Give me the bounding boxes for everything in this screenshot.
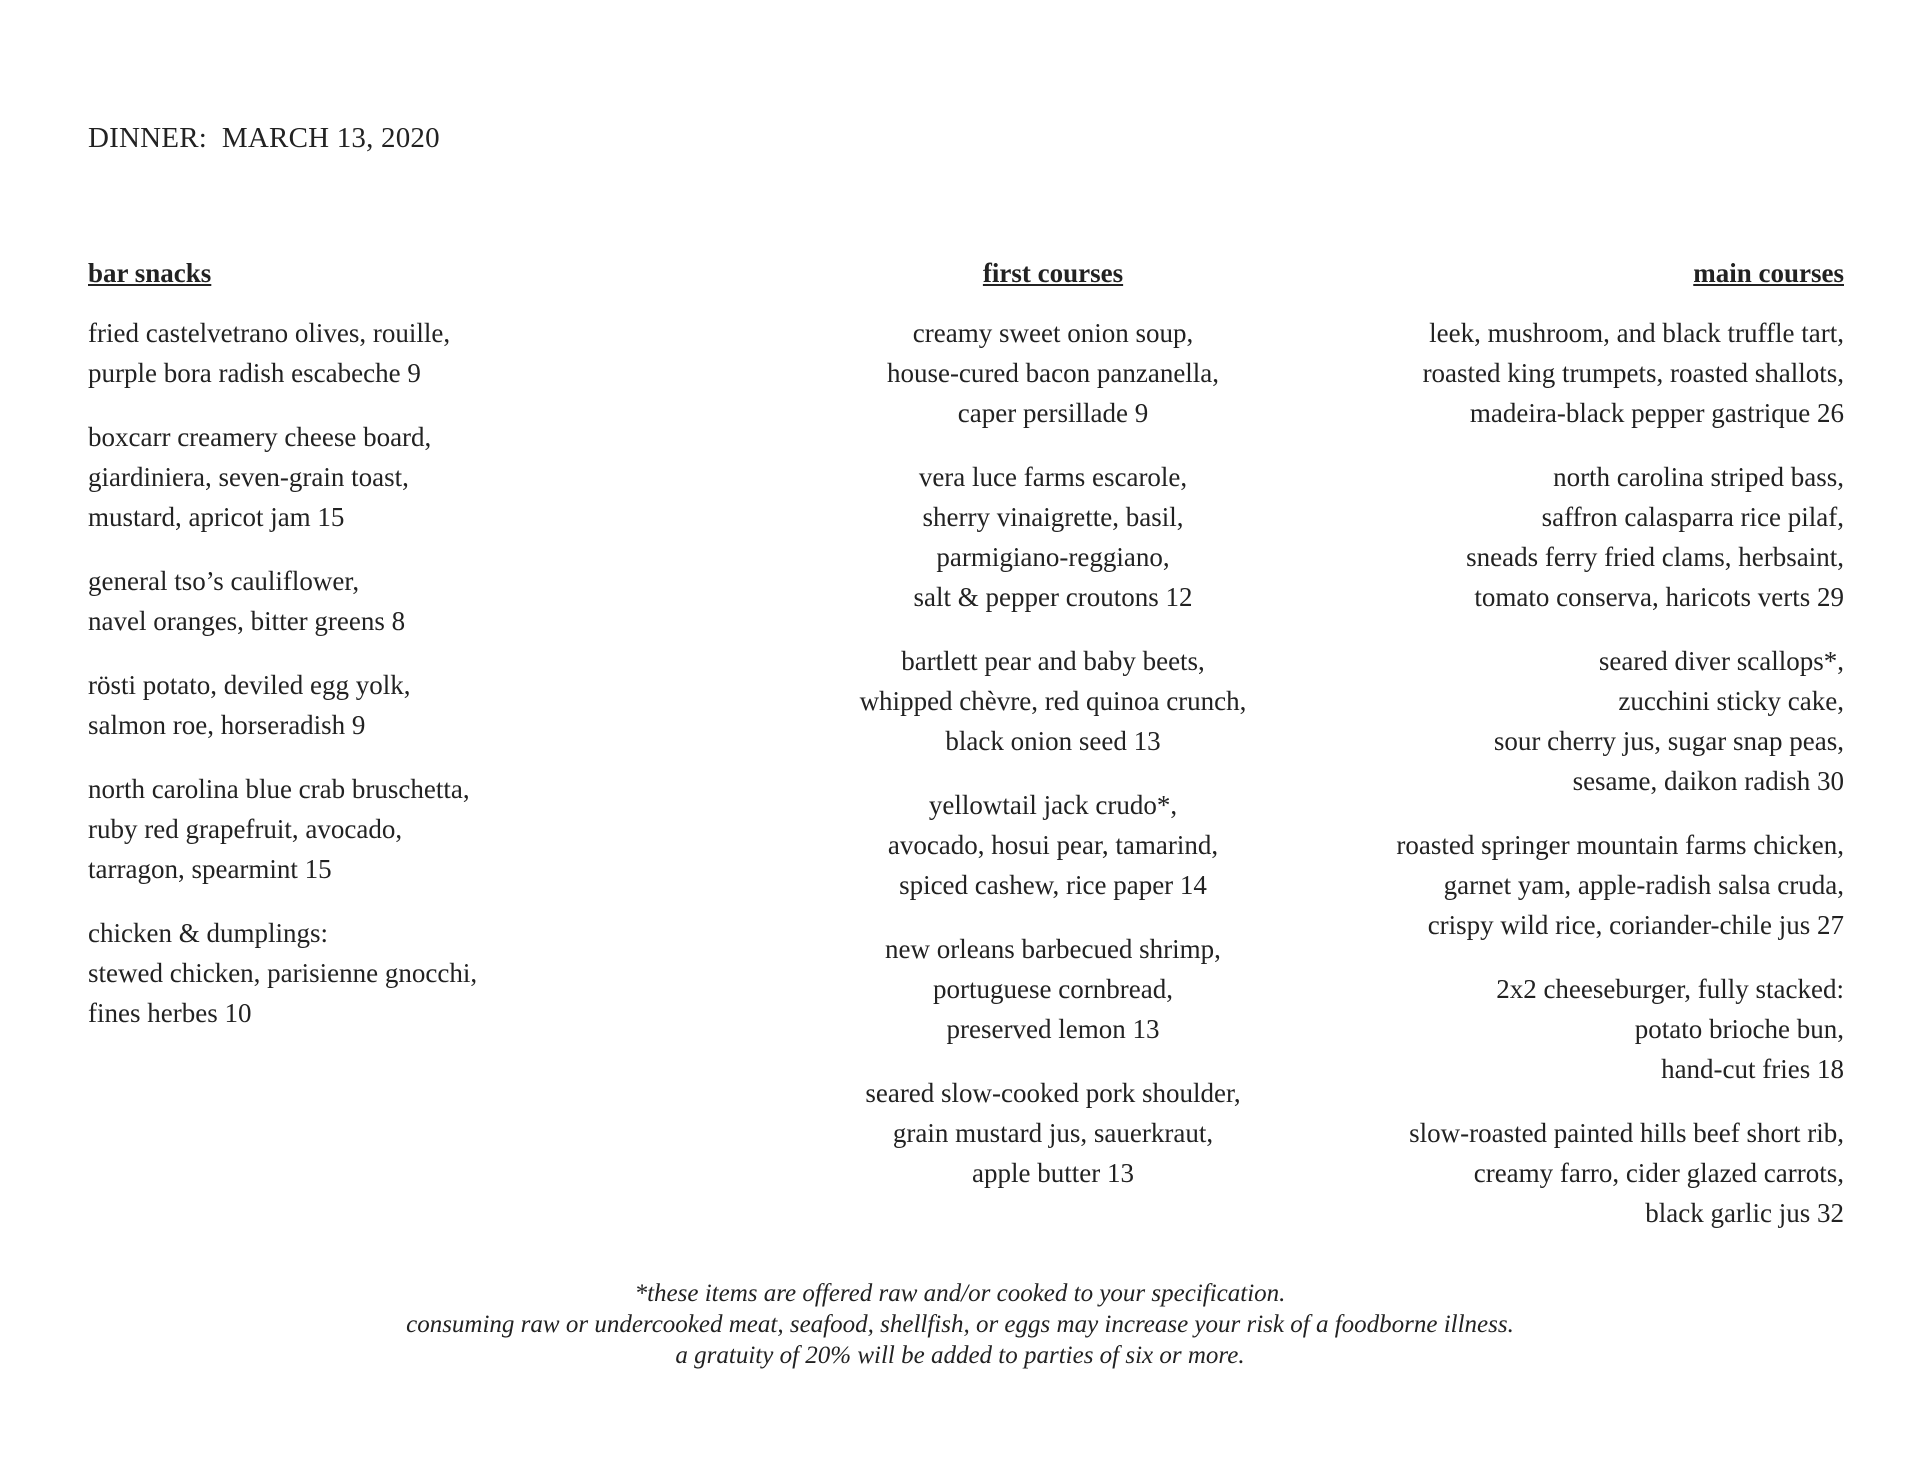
menu-item-line: portuguese cornbread, [933,974,1173,1004]
column-bar-snacks [88,255,708,1057]
footnote [0,1278,1920,1371]
section-heading-main-courses: main courses [1693,258,1844,288]
menu-item-line: whipped chèvre, red quinoa crunch, [859,686,1247,716]
footnote-line-health-warning: consuming raw or undercooked meat, seafood, shellfish, or eggs may increase your risk of a foodborne illness. [406,1311,1514,1338]
menu-item-line: creamy sweet onion soup, [912,318,1194,348]
section-heading-bar-snacks: bar snacks [88,258,212,288]
menu-item-line: salt & pepper croutons 12 [913,582,1193,612]
menu-item-line: roasted springer mountain farms chicken, [1396,830,1844,860]
menu-item-line: tarragon, spearmint 15 [88,854,332,884]
menu-item-line: general tso’s cauliflower, [88,566,360,596]
menu-item-line: seared slow-cooked pork shoulder, [865,1078,1241,1108]
menu-item [1224,1113,1844,1233]
menu-item-line: saffron calasparra rice pilaf, [1541,502,1844,532]
menu-item-line: mustard, apricot jam 15 [88,502,345,532]
menu-item-line: crispy wild rice, coriander-chile jus 27 [1427,910,1844,940]
menu-item-list [88,313,708,1033]
menu-item-line: stewed chicken, parisienne gnocchi, [88,958,478,988]
menu-item-line: chicken & dumplings: [88,918,328,948]
menu-item-line: 2x2 cheeseburger, fully stacked: [1496,974,1844,1004]
menu-item [88,665,708,745]
menu-item-line: purple bora radish escabeche 9 [88,358,421,388]
footnote-line-gratuity: a gratuity of 20% will be added to parties of six or more. [675,1342,1245,1369]
menu-item-line: tomato conserva, haricots verts 29 [1474,582,1844,612]
menu-item-line: parmigiano-reggiano, [936,542,1170,572]
footnote-line-raw-notice: *these items are offered raw and/or cooked to your specification. [634,1280,1286,1307]
menu-item-line: black garlic jus 32 [1645,1198,1844,1228]
menu-item-line: roasted king trumpets, roasted shallots, [1422,358,1844,388]
menu-item-line: sour cherry jus, sugar snap peas, [1493,726,1844,756]
menu-item-line: leek, mushroom, and black truffle tart, [1429,318,1844,348]
menu-item-line: seared diver scallops*, [1598,646,1844,676]
menu-item-line: black onion seed 13 [945,726,1161,756]
menu-item-line: vera luce farms escarole, [918,462,1188,492]
menu-item-line: yellowtail jack crudo*, [928,790,1178,820]
menu-item [88,769,708,889]
menu-item-line: madeira-black pepper gastrique 26 [1469,398,1844,428]
menu-item-line: giardiniera, seven-grain toast, [88,462,409,492]
menu-item-line: ruby red grapefruit, avocado, [88,814,403,844]
menu-item-line: north carolina blue crab bruschetta, [88,774,470,804]
menu-item-line: fried castelvetrano olives, rouille, [88,318,451,348]
menu-item-line: potato brioche bun, [1634,1014,1844,1044]
page-title: DINNER: MARCH 13, 2020 [88,122,440,154]
menu-columns [88,255,1844,1255]
menu-item-line: garnet yam, apple-radish salsa cruda, [1443,870,1844,900]
menu-item-line: apple butter 13 [972,1158,1134,1188]
menu-item-line: bartlett pear and baby beets, [901,646,1205,676]
menu-item [88,417,708,537]
menu-item [1224,641,1844,801]
menu-item [1224,313,1844,433]
menu-item [1224,969,1844,1089]
menu-item-line: new orleans barbecued shrimp, [885,934,1221,964]
menu-item [88,313,708,393]
menu-item-line: sneads ferry fried clams, herbsaint, [1466,542,1844,572]
menu-item-line: avocado, hosui pear, tamarind, [887,830,1219,860]
menu-item-line: hand-cut fries 18 [1661,1054,1844,1084]
menu-item-list [1224,313,1844,1233]
menu-item [1224,457,1844,617]
menu-item-line: salmon roe, horseradish 9 [88,710,366,740]
menu-item-line: north carolina striped bass, [1553,462,1844,492]
menu-item-line: spiced cashew, rice paper 14 [899,870,1207,900]
menu-item [1224,825,1844,945]
column-main-courses [1224,255,1844,1257]
menu-item-line: creamy farro, cider glazed carrots, [1473,1158,1844,1188]
menu-item [88,561,708,641]
menu-item-line: fines herbes 10 [88,998,252,1028]
menu-item-line: boxcarr creamery cheese board, [88,422,432,452]
menu-item-line: sesame, daikon radish 30 [1572,766,1844,796]
menu-item-line: navel oranges, bitter greens 8 [88,606,406,636]
menu-item-line: rösti potato, deviled egg yolk, [88,670,411,700]
menu-item-line: caper persillade 9 [957,398,1149,428]
section-heading-first-courses: first courses [982,258,1124,288]
menu-item-line: zucchini sticky cake, [1618,686,1844,716]
menu-item-line: house-cured bacon panzanella, [886,358,1220,388]
menu-item-line: preserved lemon 13 [946,1014,1160,1044]
menu-item-line: sherry vinaigrette, basil, [922,502,1184,532]
menu-item [88,913,708,1033]
menu-item-line: grain mustard jus, sauerkraut, [892,1118,1214,1148]
menu-item-line: slow-roasted painted hills beef short rib, [1409,1118,1844,1148]
